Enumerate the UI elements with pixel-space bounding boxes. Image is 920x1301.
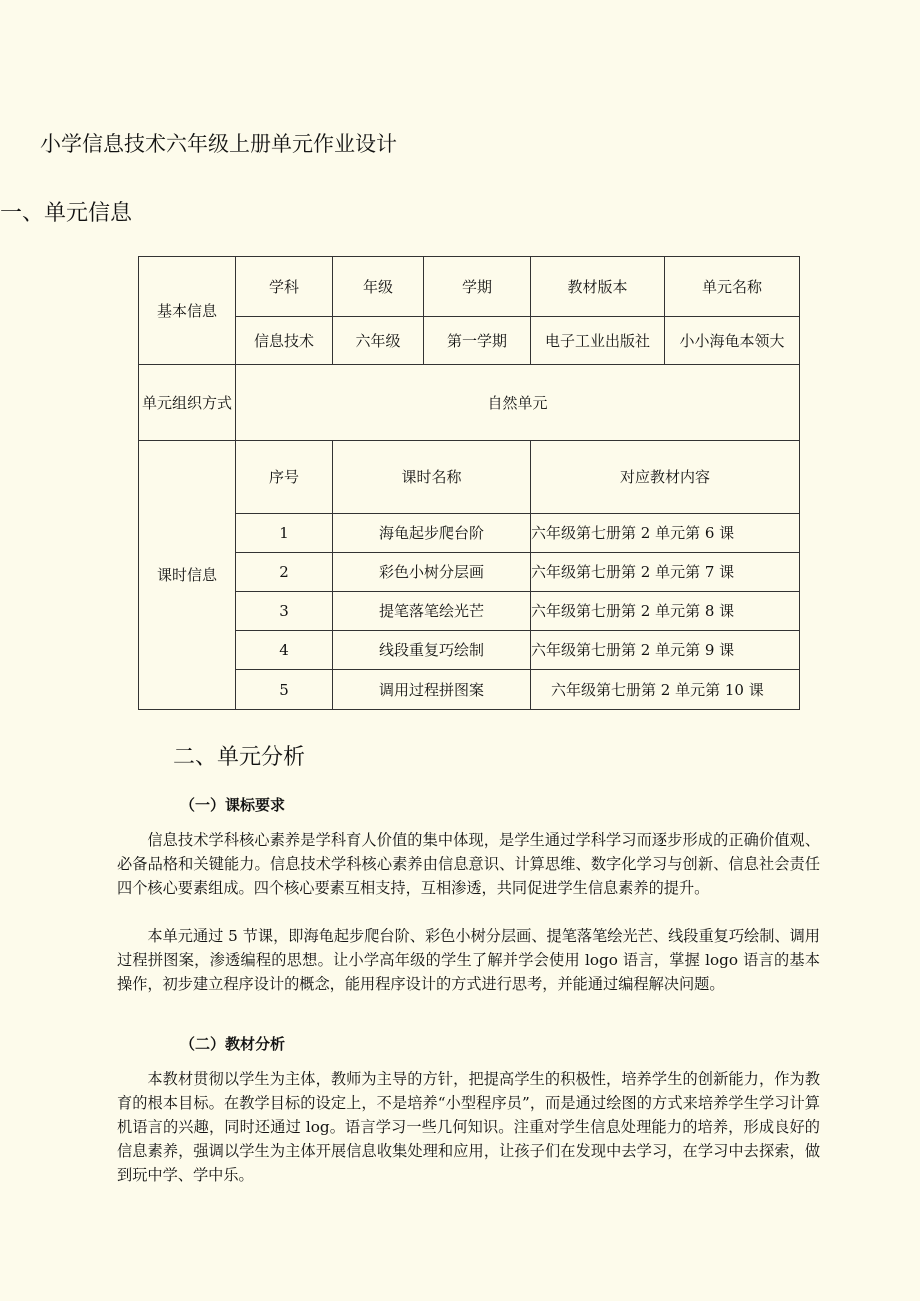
header-subject: 学科 xyxy=(236,257,333,317)
table-row xyxy=(139,670,800,710)
paragraph-unit-lessons: 本单元通过 5 节课，即海龟起步爬台阶、彩色小树分层画、提笔落笔绘光芒、线段重复巧绘制、调用过程拼图案，渗透编程的思想。让小学高年级的学生了解并学会使用 logo 语言，掌握 logo 语言的基本操作，初步建立程序设计的概念，能用程序设计的方式进行思考，并能通过编程解决问题。 xyxy=(117,927,820,993)
table-row xyxy=(139,257,800,317)
table-row xyxy=(139,441,800,514)
unit-info-table xyxy=(138,256,800,710)
lesson-name: 彩色小树分层画 xyxy=(333,553,531,592)
value-edition: 电子工业出版社 xyxy=(531,317,665,365)
document-title: 小学信息技术六年级上册单元作业设计 xyxy=(40,132,397,156)
lesson-name: 线段重复巧绘制 xyxy=(333,631,531,670)
table-row xyxy=(139,514,800,553)
header-grade: 年级 xyxy=(333,257,424,317)
value-unit-name: 小小海龟本领大 xyxy=(665,317,800,365)
lesson-info-label: 课时信息 xyxy=(139,441,236,710)
lesson-name: 提笔落笔绘光芒 xyxy=(333,592,531,631)
lesson-content: 六年级第七册第 2 单元第 7 课 xyxy=(531,553,800,592)
lesson-content: 六年级第七册第 2 单元第 6 课 xyxy=(531,514,800,553)
lesson-no: 5 xyxy=(236,670,333,710)
section-heading-unit-analysis: 二、单元分析 xyxy=(173,745,306,770)
section-heading-unit-info: 一、单元信息 xyxy=(0,201,133,226)
paragraph-textbook-analysis: 本教材贯彻以学生为主体，教师为主导的方针，把提高学生的积极性，培养学生的创新能力，作为教育的根本目标。在教学目标的设定上，不是培养“小型程序员”，而是通过绘图的方式来培养学生学习计算机语言的兴趣，同时还通过 log。语言学习一些几何知识。注重对学生信息处理能力的培养，形成良好的信息素养，强调以学生为主体开展信息收集处理和应用，让孩子们在发现中去学习，在学习中去探索，做到玩中学、学中乐。 xyxy=(117,1070,820,1184)
org-label: 单元组织方式 xyxy=(139,365,236,441)
table-row xyxy=(139,631,800,670)
header-unit-name: 单元名称 xyxy=(665,257,800,317)
lesson-no: 2 xyxy=(236,553,333,592)
table-row xyxy=(139,553,800,592)
header-edition: 教材版本 xyxy=(531,257,665,317)
value-term: 第一学期 xyxy=(424,317,531,365)
lesson-name: 海龟起步爬台阶 xyxy=(333,514,531,553)
table-row xyxy=(139,365,800,441)
value-grade: 六年级 xyxy=(333,317,424,365)
lesson-content: 六年级第七册第 2 单元第 10 课 xyxy=(531,670,800,710)
lesson-header-name: 课时名称 xyxy=(333,441,531,514)
paragraph-core-literacy: 信息技术学科核心素养是学科育人价值的集中体现，是学生通过学科学习而逐步形成的正确价值观、必备品格和关键能力。信息技术学科核心素养由信息意识、计算思维、数字化学习与创新、信息社会责任四个核心要素组成。四个核心要素互相支持，互相渗透，共同促进学生信息素养的提升。 xyxy=(117,831,820,897)
subheading-textbook-analysis: （二）教材分析 xyxy=(180,1035,286,1053)
value-subject: 信息技术 xyxy=(236,317,333,365)
lesson-no: 1 xyxy=(236,514,333,553)
org-value: 自然单元 xyxy=(236,365,800,441)
table-row xyxy=(139,592,800,631)
lesson-no: 4 xyxy=(236,631,333,670)
lesson-content: 六年级第七册第 2 单元第 9 课 xyxy=(531,631,800,670)
lesson-header-content: 对应教材内容 xyxy=(531,441,800,514)
basic-info-label: 基本信息 xyxy=(139,257,236,365)
lesson-name: 调用过程拼图案 xyxy=(333,670,531,710)
lesson-no: 3 xyxy=(236,592,333,631)
subheading-curriculum-requirements: （一）课标要求 xyxy=(180,796,286,814)
table-row xyxy=(139,317,800,365)
header-term: 学期 xyxy=(424,257,531,317)
lesson-header-no: 序号 xyxy=(236,441,333,514)
lesson-content: 六年级第七册第 2 单元第 8 课 xyxy=(531,592,800,631)
